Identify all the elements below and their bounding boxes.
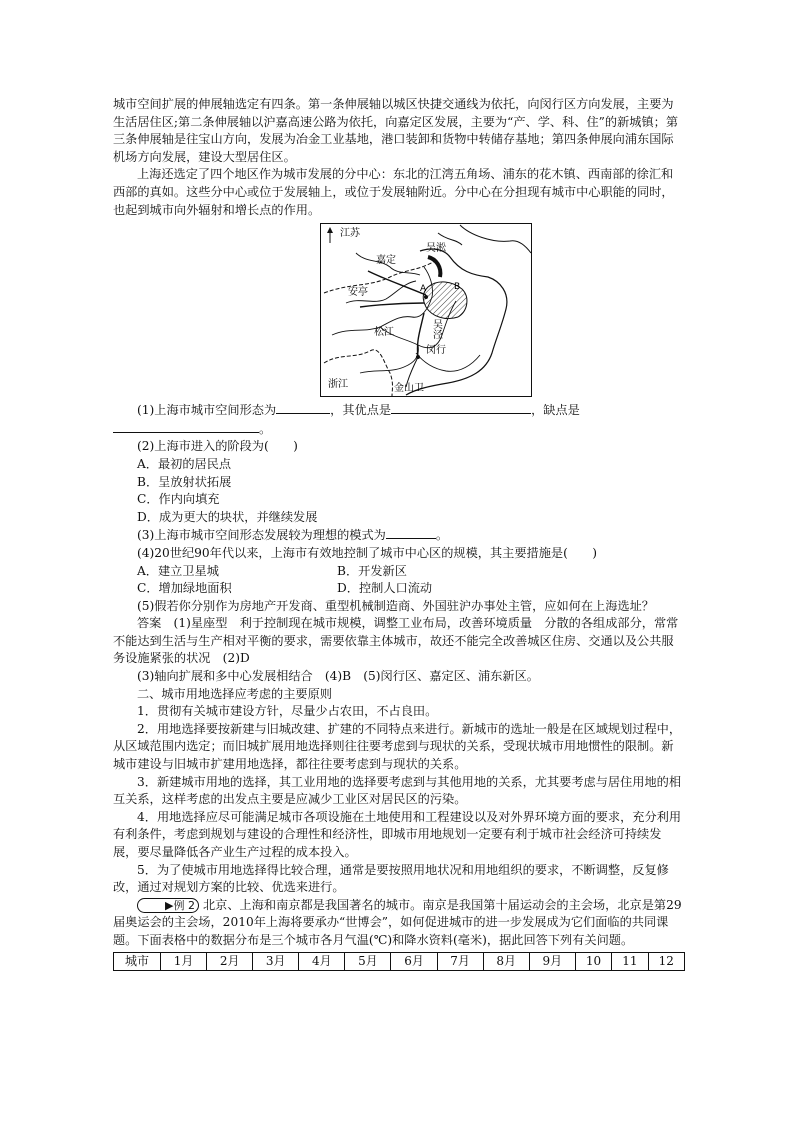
- map-label-jiading: 嘉定: [376, 255, 396, 267]
- map-label-wusong: 吴淞: [426, 243, 446, 255]
- table-header-cell: 7月: [437, 952, 483, 971]
- answer-blank: [391, 401, 531, 414]
- option-a: A．最初的居民点: [137, 456, 232, 471]
- option-row: A．建立卫星城 B．开发新区: [137, 563, 407, 578]
- paragraph-axes: 城市空间扩展的伸展轴选定有四条。第一条伸展轴以城区快捷交通线为依托，向闵行区方向发展，主要为生活居住区;第二条伸展轴以沪嘉高速公路为依托，向嘉定区发展，主要为“产、学、科、住”的新城镇；第三条伸展轴是往宝山方向，发展为冶金工业基地，港口装卸和货物中转储存基地；第四条伸展向浦东国际机场方向发展，建设大型居住区。: [113, 97, 679, 164]
- table-header-cell: 2月: [207, 952, 253, 971]
- table-header-row: [114, 952, 685, 971]
- map-label-zhejiang: 浙江: [328, 379, 348, 391]
- climate-table: [113, 952, 685, 972]
- example-2: ▶例 2 北京、上海和南京都是我国著名的城市。南京是我国第十届运动会的主会场，北京是第29届奥运会的主会场，2010年上海将要承办“世博会”，如何促进城市的进一步发展成为它们面临的共同课题。下面表格中的数据分布是三个城市各月气温(℃)和降水资料(毫米)，据此回答下列有关问题。: [113, 897, 682, 947]
- map-label-minhang: 闵行: [426, 345, 446, 357]
- table-header-cell: 城市: [114, 952, 161, 971]
- rule-5: 5．为了使城市用地选择得比较合理，通常是要按照用地状况和用地组织的要求，不断调整，反复修改，通过对规划方案的比较、优选来进行。: [113, 862, 669, 895]
- document-page: [113, 96, 685, 971]
- option-c: C．作内向填充: [137, 492, 220, 507]
- question-1: (1)上海市城市空间形态为 ，其优点是 ，缺点是 。: [113, 401, 685, 438]
- shanghai-map: [320, 223, 532, 397]
- answer-text: 答案 (1)星座型 利于控制现在城市规模，调整工业布局，改善环境质量 分散的各组成部分，常常不能达到生活与生产相对平衡的要求，需要依靠主体城市，故还不能完全改善城区住房、交通以及公共服务设施紧张的状况 (2)D: [113, 616, 679, 666]
- map-label-a: A: [420, 284, 427, 295]
- question-5: (5)假若你分别作为房地产开发商、重型机械制造商、外国驻沪办事处主管，应如何在上海选址？: [137, 598, 654, 613]
- table-header-cell: 9月: [529, 952, 575, 971]
- option-b: B．呈放射状拓展: [137, 474, 232, 489]
- answer-blank: [113, 420, 259, 433]
- table-header-cell: 5月: [345, 952, 391, 971]
- question-4: (4)20世纪90年代以来，上海市有效地控制了城市中心区的规模，其主要措施是( ): [137, 545, 597, 560]
- map-label-songjiang: 松江: [374, 327, 394, 339]
- question-2: (2)上海市进入的阶段为( ): [137, 439, 298, 454]
- rule-4: 4．用地选择应尽可能满足城市各项设施在土地使用和工程建设以及对外界环境方面的要求，充分利用有利条件，考虑到规划与建设的合理性和经济性，即城市用地规划一定要有利于城市社会经济可持续发展，要尽量降低各产业生产过程的成本投入。: [113, 809, 682, 859]
- map-label-b: B: [454, 282, 461, 293]
- table-header-cell: 12: [648, 952, 684, 971]
- question-3: (3)上海市城市空间形态发展较为理想的模式为 。: [137, 528, 449, 543]
- rule-2: 2．用地选择要按新建与旧城改建、扩建的不同特点来进行。新城市的选址一般是在区域规划过程中，从区域范围内选定；而旧城扩展用地选择则往往要考虑到与现状的关系，受现状城市用地惯性的限制。新城市建设与旧城市扩建用地选择，都往往要考虑到与现状的关系。: [113, 721, 682, 772]
- table-header-cell: 11: [612, 952, 648, 971]
- answer-blank: [276, 401, 330, 414]
- map-label-anting: 安亭: [348, 287, 368, 299]
- table-header-cell: 6月: [391, 952, 437, 971]
- answer-text-continued: (3)轴向扩展和多中心发展相结合 (4)B (5)闵行区、嘉定区、浦东新区。: [137, 669, 539, 684]
- rule-1: 1．贯彻有关城市建设方针，尽量少占农田，不占良田。: [137, 704, 438, 719]
- paragraph-subcenters: 上海还选定了四个地区作为城市发展的分中心：东北的江湾五角场、浦东的花木镇、西南部的徐汇和西部的真如。这些分中心或位于发展轴上，或位于发展轴附近。分中心在分担现有城市中心职能的同时，也起到城市向外辐射和增长点的作用。: [113, 167, 674, 217]
- map-label-jinshanwei: 金山卫: [394, 383, 424, 395]
- option-row: C．增加绿地面积 D．控制人口流动: [137, 581, 433, 596]
- section-heading: 二、城市用地选择应考虑的主要原则: [137, 686, 332, 701]
- table-header-cell: 10: [575, 952, 611, 971]
- answer-blank: [386, 526, 436, 539]
- table-header-cell: 4月: [299, 952, 345, 971]
- table-header-cell: 8月: [483, 952, 529, 971]
- rule-3: 3．新建城市用地的选择，其工业用地的选择要考虑到与其他用地的关系，尤其要考虑与居住用地的相互关系，这样考虑的出发点主要是应减少工业区对居民区的污染。: [113, 774, 682, 807]
- map-label-jiangsu: 江苏: [340, 228, 360, 240]
- map-label-wujing: 吴泾: [430, 319, 442, 340]
- option-d: D．成为更大的块状，并继续发展: [137, 509, 318, 524]
- table-header-cell: 1月: [161, 952, 207, 971]
- example-tag: ▶例 2: [137, 898, 199, 913]
- table-header-cell: 3月: [253, 952, 299, 971]
- shanghai-map-figure: [320, 223, 532, 397]
